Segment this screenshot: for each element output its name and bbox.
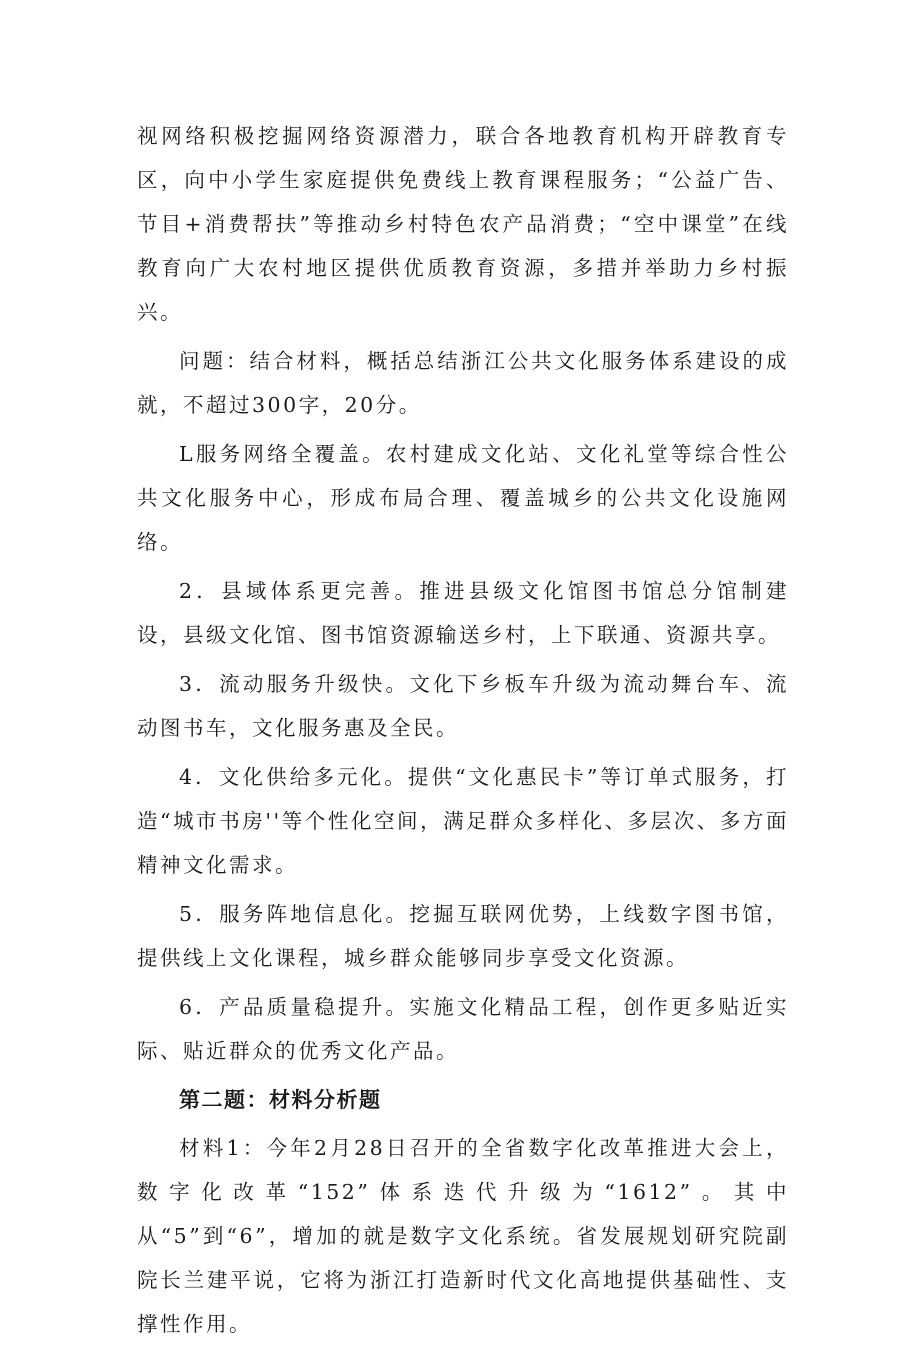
answer-item-1: L服务网络全覆盖。农村建成文化站、文化礼堂等综合性公共文化服务中心，形成布局合理、覆盖城乡的公共文化设施网络。 (137, 442, 789, 554)
section-heading: 第二题：材料分析题 (179, 1088, 382, 1112)
answer-item-3: 3．流动服务升级快。文化下乡板车升级为流动舞台车、流动图书车，文化服务惠及全民。 (137, 672, 789, 740)
question-paragraph: 问题：结合材料，概括总结浙江公共文化服务体系建设的成就，不超过300字，20分。 (137, 349, 789, 417)
document-page (137, 114, 789, 1351)
answer-item-6: 6．产品质量稳提升。实施文化精品工程，创作更多贴近实际、贴近群众的优秀文化产品。 (137, 995, 789, 1063)
answer-item-2: 2．县域体系更完善。推进县级文化馆图书馆总分馆制建设，县级文化馆、图书馆资源输送乡村，上下联通、资源共享。 (137, 579, 789, 647)
material-1-paragraph: 材料1：今年2月28日召开的全省数字化改革推进大会上，数字化改革“152”体系迭代升级为“1612”。其中从“5”到“6”，增加的就是数字文化系统。省发展规划研究院副院长兰建平说，它将为浙江打造新时代文化高地提供基础性、支撑性作用。 (137, 1136, 789, 1336)
answer-item-4: 4．文化供给多元化。提供“文化惠民卡”等订单式服务，打造“城市书房''等个性化空间，满足群众多样化、多层次、多方面精神文化需求。 (137, 765, 789, 877)
paragraph-continuation: 视网络积极挖掘网络资源潜力，联合各地教育机构开辟教育专区，向中小学生家庭提供免费线上教育课程服务；“公益广告、节目+消费帮扶”等推动乡村特色农产品消费；“空中课堂”在线教育向广大农村地区提供优质教育资源，多措并举助力乡村振兴。 (137, 124, 789, 324)
answer-item-5: 5．服务阵地信息化。挖掘互联网优势，上线数字图书馆，提供线上文化课程，城乡群众能够同步享受文化资源。 (137, 902, 789, 970)
